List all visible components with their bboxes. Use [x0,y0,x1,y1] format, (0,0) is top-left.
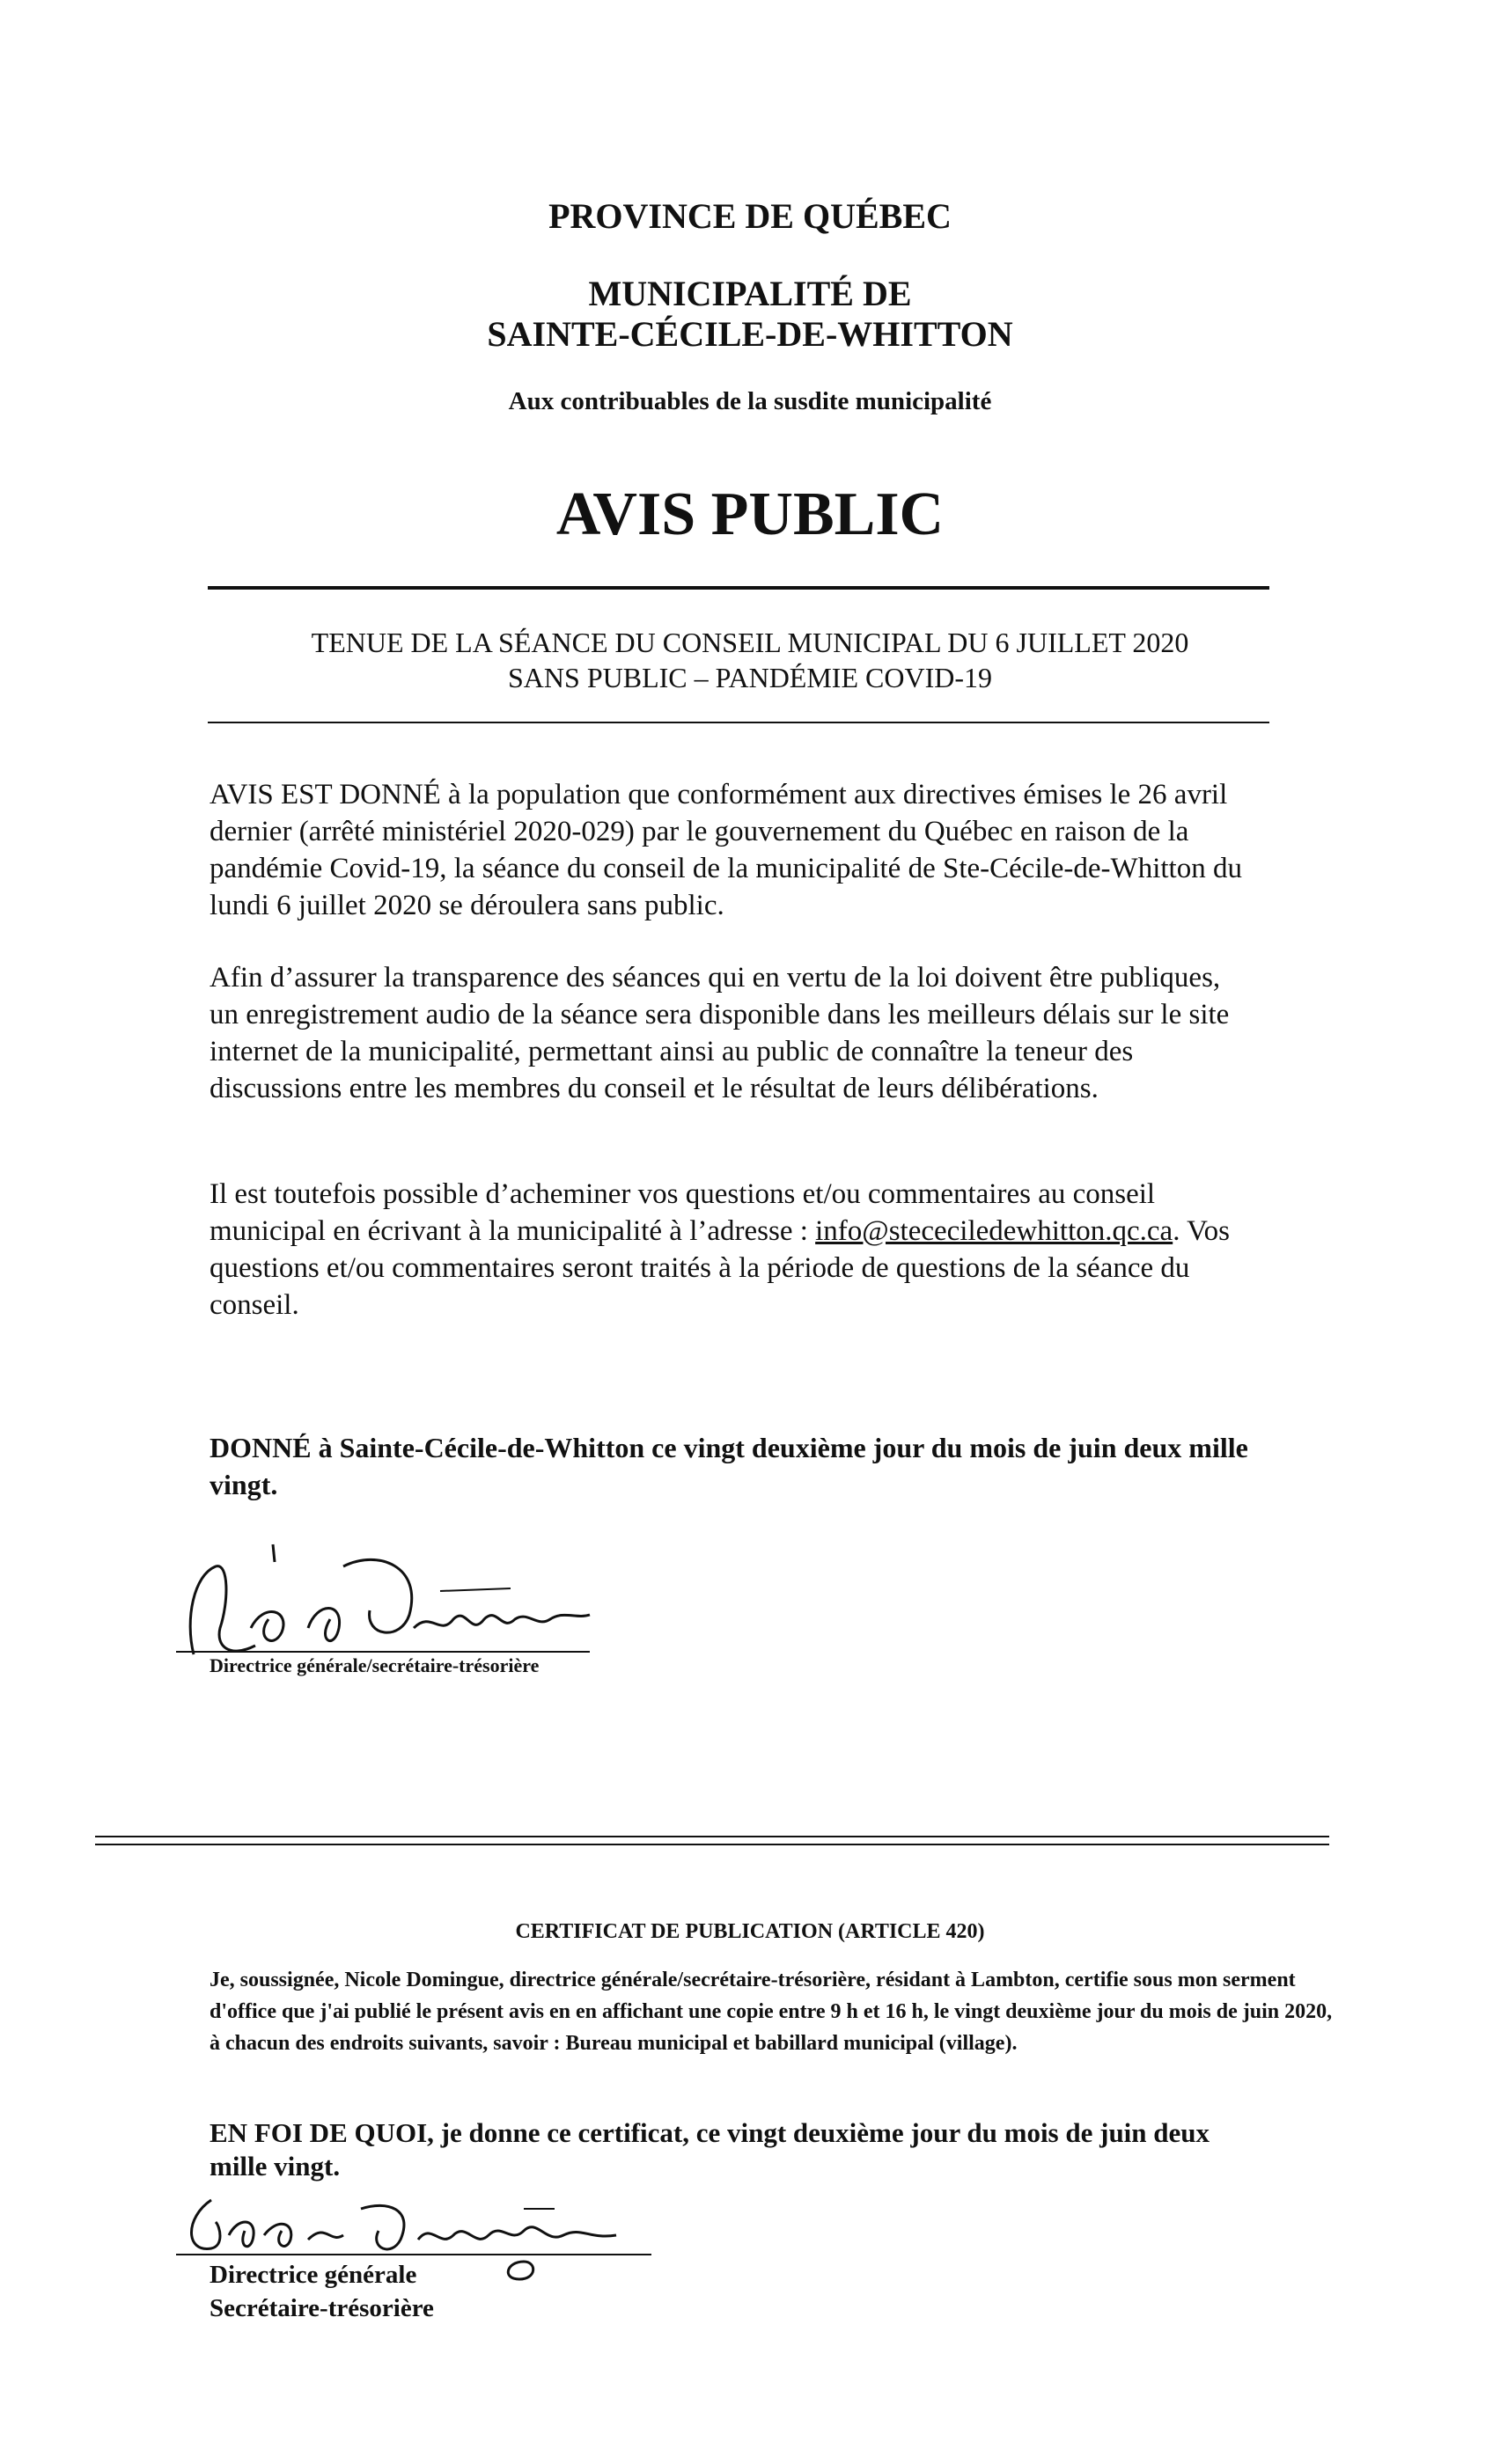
notice-subtitle-line1: TENUE DE LA SÉANCE DU CONSEIL MUNICIPAL DU 6 JUILLET 2020 [311,627,1189,658]
subtitle-divider [208,722,1269,723]
audience-line: Aux contribuables de la susdite municipalité [508,387,992,415]
title-divider [208,586,1269,590]
paragraph-3 [210,1176,1253,1324]
signer-title-1: Directrice générale [210,2261,417,2289]
paragraph-1-text: AVIS EST DONNÉ à la population que conformément aux directives émises le 26 avril dernier (arrêté ministériel 2020-029) par le gouvernement du Québec en raison de la pandémie Covid-19, la séance du conseil de la municipalité de Ste-Cécile-de-Whitton du lundi 6 juillet 2020 se déroulera sans public. [210,779,1242,921]
paragraph-2-text: Afin d’assurer la transparence des séances qui en vertu de la loi doivent être publiques, un enregistrement audio de la séance sera disponible dans les meilleurs délais sur le site internet de la municipalité, permettant ainsi au public de connaître la teneur des discussions entre les membres du conseil et le résultat de leurs délibérations. [210,962,1230,1104]
foi-lead: EN FOI DE QUOI, [210,2117,434,2148]
certificate-text: Je, soussignée, Nicole Domingue, directrice générale/secrétaire-trésorière, résidant à Lambton, certifie sous mon serment d'office que j'ai publié le présent avis en en affichant une copie entre 9 h et 16 h, le vingt deuxième jour du mois de juin 2020, à chacun des endroits suivants, savoir : Bureau municipal et babillard municipal (village). [210,1969,1333,2055]
paragraph-3-intro: Il est toutefois possible d’acheminer vos questions et/ou commentaires au conseil municipal en écrivant à la municipalité à l’adresse : [210,1178,1156,1247]
signature-line [176,1651,590,1653]
municipality-name: SAINTE-CÉCILE-DE-WHITTON [487,314,1013,354]
certificate-title: CERTIFICAT DE PUBLICATION (ARTICLE 420) [515,1920,985,1943]
signer-title-2: Secrétaire-trésorière [210,2294,434,2322]
section-divider-top [95,1836,1329,1837]
section-divider-bottom [95,1844,1329,1845]
page-title: AVIS PUBLIC [555,480,945,548]
paragraph-2 [210,959,1253,1107]
paragraph-3-outro: . Vos questions et/ou commentaires seront traités à la période de questions de la séance du conseil. [210,1215,1231,1321]
certificate-signer [210,2258,434,2325]
certificate-signature-line [176,2254,651,2255]
notice-subtitle-line2: SANS PUBLIC – PANDÉMIE COVID-19 [508,662,992,693]
email-link[interactable]: info@stececiledewhitton.qc.ca [815,1215,1173,1247]
signature-label: Directrice générale/secrétaire-trésorière [210,1654,540,1676]
paragraph-1 [210,776,1253,924]
province-heading: PROVINCE DE QUÉBEC [548,196,952,236]
foi-rest: je donne ce certificat, ce vingt deuxième jour du mois de juin deux mille vingt. [210,2117,1210,2182]
municipality-heading: MUNICIPALITÉ DE [588,274,912,313]
given-statement: DONNÉ à Sainte-Cécile-de-Whitton ce vingt deuxième jour du mois de juin deux mille vingt. [210,1432,1248,1500]
